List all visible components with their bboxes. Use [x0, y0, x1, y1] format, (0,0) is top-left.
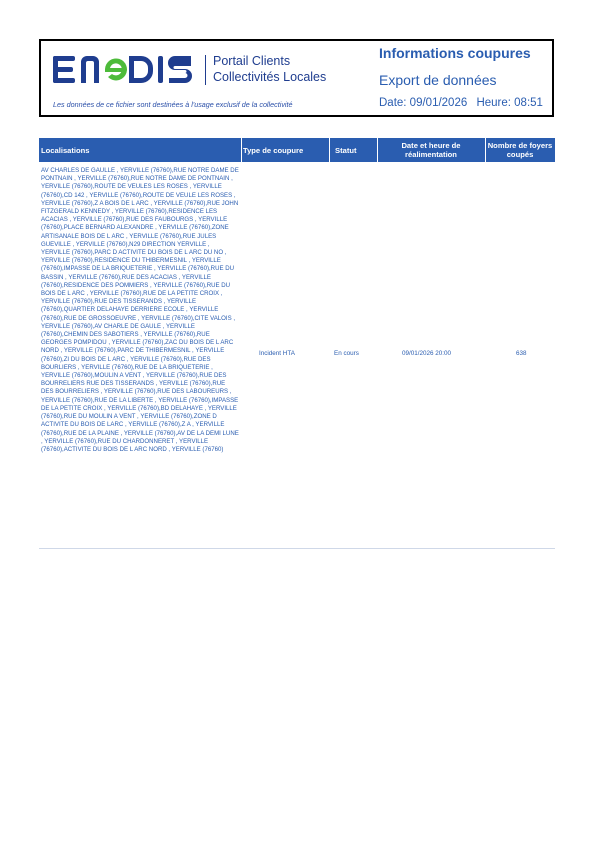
- cell-foyers-coupes: 638: [516, 350, 527, 357]
- logo-separator: [205, 55, 206, 85]
- export-datetime: [379, 97, 549, 109]
- usage-disclaimer: Les données de ce fichier sont destinées à l'usage exclusif de la collectivité: [53, 100, 293, 109]
- enedis-logo-mark: [53, 54, 195, 86]
- portal-title-line1: Portail Clients: [213, 54, 291, 68]
- table-row: [39, 164, 555, 549]
- table-header: [39, 138, 555, 162]
- portal-title-line2: Collectivités Locales: [213, 70, 327, 84]
- page-subtitle: Export de données: [379, 72, 497, 88]
- header-box: [39, 39, 554, 117]
- column-divider: [377, 138, 378, 162]
- column-header-foyers: Nombre de foyers coupés: [487, 141, 553, 159]
- cell-localisations: AV CHARLES DE GAULLE , YERVILLE (76760),RUE NOTRE DAME DE PONTNAIN , YERVILLE (76760),RUE NOTRE DAME DE PONTNAIN , YERVILLE (76760),ROUTE DE VEULES LES ROSES , YERVILLE (76760),CD 142 , YERVILLE (76760),ROUTE DE VEULE LES ROSES , YERVILLE (76760),Z A BOIS DE L ARC , YERVILLE (76760),RUE JOHN FITZGERALD KENNEDY , YERVILLE (76760),RESIDENCE LES ACACIAS , YERVILLE (76760),RUE DES FAUBOURGS , YERVILLE (76760),PLACE BERNARD ALEXANDRE , YERVILLE (76760),ZONE ARTISANALE BOIS DE L ARC , YERVILLE (76760),RUE JULES GUEVILLE , YERVILLE (76760),N29 DIRECTION YERVILLE , YERVILLE (76760),PARC D ACTIVITE DU BOIS DE L ARC DU NO , YERVILLE (76760),RESIDENCE DU THIBERMESNIL , YERVILLE (76760),IMPASSE DE LA BRIQUETERIE , YERVILLE (76760),RUE DU BASSIN , YERVILLE (76760),RUE DES ACACIAS , YERVILLE (76760),RESIDENCE DES POMMIERS , YERVILLE (76760),RUE DU BOIS DE L ARC , YERVILLE (76760),RUE DE LA PETITE CROIX , YERVILLE (76760),RUE DES TISSERANDS , YERVILLE (76760),QUARTIER DELAHAYE DERRIERE ECOLE , YERVILLE (76760),RUE DE GROSSOEUVRE , YERVILLE (76760),CITE VALOIS , YERVILLE (76760),AV CHARLE DE GAULE , YERVILLE (76760),CHEMIN DES SABOTIERS , YERVILLE (76760),RUE GEORGES POMPIDOU , YERVILLE (76760),ZAC DU BOIS DE L ARC NORD , YERVILLE (76760),PARC DE THIBERMESNIL , YERVILLE (76760),ZI DU BOIS DE L ARC , YERVILLE (76760),RUE DES BOURLIERS , YERVILLE (76760),RUE DE LA BRIQUETERIE , YERVILLE (76760),MOULIN A VENT , YERVILLE (76760),RUE DES BOURRELIERS RUE DES TISSERANDS , YERVILLE (76760),RUE DES BOURRELIERS , YERVILLE (76760),RUE DES LABOUREURS , YERVILLE (76760),RUE DE LA LIBERTE , YERVILLE (76760),IMPASSE DE LA PETITE CROIX , YERVILLE (76760),BD DELAHAYE , YERVILLE (76760),RUE DU MOULIN A VENT , YERVILLE (76760),ZONE D ACTIVITE DU BOIS DE LARC , YERVILLE (76760),Z A , YERVILLE (76760),RUE DE LA PLAINE , YERVILLE (76760),AV DE LA DEMI LUNE , YERVILLE (76760),RUE DU CHARDONNERET , YERVILLE (76760),ACTIVITE DU BOIS DE L ARC NORD , YERVILLE (76760): [41, 167, 239, 453]
- column-divider: [241, 138, 242, 162]
- cell-date-realimentation: 09/01/2026 20:00: [402, 350, 452, 357]
- column-divider: [329, 138, 330, 162]
- column-header-date-realimentation: Date et heure de réalimentation: [401, 141, 461, 159]
- column-header-localisations: Localisations: [41, 145, 90, 155]
- enedis-logo: [53, 51, 353, 89]
- export-date: Date: 09/01/2026: [379, 97, 468, 109]
- export-time: Heure: 08:51: [476, 97, 543, 109]
- page-title: Informations coupures: [379, 45, 531, 61]
- cell-statut: En cours: [334, 350, 359, 357]
- column-header-type: Type de coupure: [243, 145, 304, 155]
- column-divider: [485, 138, 486, 162]
- cell-type-coupure: Incident HTA: [259, 350, 295, 357]
- column-header-statut: Statut: [335, 145, 357, 155]
